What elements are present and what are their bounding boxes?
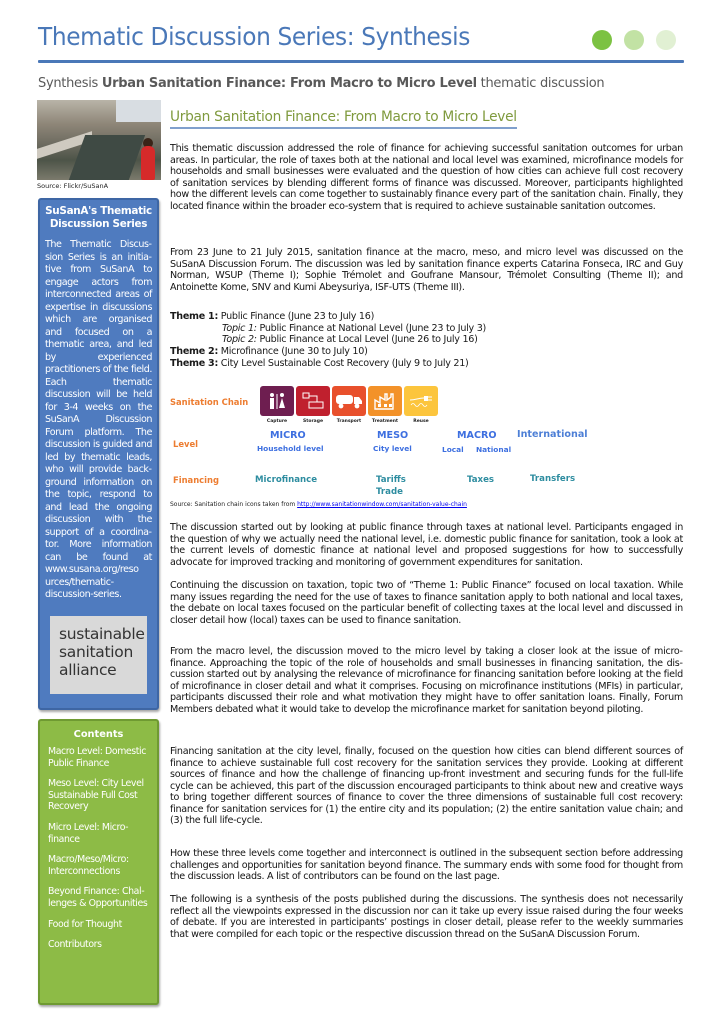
level-micro-sub: Household level [257,444,324,453]
financing-microfinance: Microfinance [255,475,318,485]
topic-text: Public Finance at Local Level (June 26 to July 16) [256,334,478,346]
subtitle-prefix: Synthesis [38,76,102,91]
pale-green-dot-icon [656,30,676,50]
financing-trade: Trade [376,487,403,497]
subtitle-topic: Urban Sanitation Finance: From Macro to Micro Level [101,76,477,91]
info-box-title: SuSanA's Thematic Discussion Series [45,205,152,230]
caption-treatment: Treatment [371,419,399,424]
toc-item-macro-level[interactable]: Macro Level: Domestic Public Finance [48,746,147,769]
toc-item-interconnections[interactable]: Macro/Meso/Micro: Interconnections [48,854,129,877]
financing-transfers: Transfers [530,474,576,484]
theme-text: Microfinance (June 30 to July 10) [218,346,368,358]
theme-label: Theme 3: [170,357,218,369]
topic-label: Topic 1: [222,322,257,334]
label-level: Level [173,439,199,449]
plug-icon [404,386,438,416]
caption-reuse: Reuse [413,419,429,424]
theme-label: Theme 1: [170,311,218,322]
label-sanitation-chain: Sanitation Chain [170,397,249,407]
intro-paragraph: This thematic discussion addressed the role of finance for achieving successful sanitation outcomes for urban areas. In particular, the role of taxes both at the national and local level was examined, microfinance models for households and small businesses were evaluated and the question of how cities can achieve full cost recovery of sanitation services by blending different forms of finance was discussed. Moreover, participants highlighted how the different levels can come together to sustainably finance every part of the sanitation chain. Finally, they located finance within the broader eco-system that is required to achieve sustainable sanitation outcomes. [170,143,683,212]
label-financing: Financing [173,475,219,485]
paragraph-local-taxes: Continuing the discussion on taxation, topic two of “Theme 1: Public Finance” focused on local taxation. While many issues regarding the need for the use of taxes to finance sanitation apply to both national and local taxes, the debate on local taxes focused on the particular benefit of collecting taxes at the local level and discussed in closer detail how (local) taxes can be used to finance sanitation. [170,580,683,626]
source-link[interactable]: http://www.sanitationwindow.com/sanitation-value-chain [297,501,467,508]
theme-3-row [170,358,486,370]
section-heading-underline [170,127,517,129]
period-paragraph: From 23 June to 21 July 2015, sanitation finance at the macro, meso, and micro level was discussed on the SuSanA Discussion Forum. The discussion was led by sanitation finance experts Catarina Fonseca, IRC and Guy Norman, WSUP (Theme I); Sophie Trémolet and Goufrane Mansour, Trémolet Consulting (Theme II); and Antoinette Kome, SNV and Kumi Abeysuriya, ISF-UTS (Theme III). [170,247,683,293]
financing-taxes: Taxes [467,475,495,485]
sanitation-canal-photo [37,100,161,180]
document-title: Thematic Discussion Series: Synthesis [38,22,470,51]
section-heading: Urban Sanitation Finance: From Macro to Micro Level [170,108,517,125]
level-macro-local: Local [442,445,464,454]
level-meso: MESO [377,430,409,441]
level-macro: MACRO [457,430,497,441]
toilet-icon [260,386,294,416]
source-prefix: Source: Sanitation chain icons taken from [170,501,298,508]
theme-text: Public Finance (June 23 to July 16) [218,311,375,322]
contents-title: Contents [73,729,124,740]
level-meso-sub: City level [373,444,412,453]
topic-label: Topic 2: [222,334,257,346]
photo-caption: Source: Flickr/SuSanA [37,182,109,190]
theme-label: Theme 2: [170,346,218,358]
level-micro: MICRO [270,430,306,441]
theme-schedule [170,311,486,370]
green-dot-icon [592,30,612,50]
document-subtitle [38,76,604,91]
decorative-dots [592,30,676,50]
toc-item-micro-level[interactable]: Micro Level: Microfinance [48,821,129,845]
diagram-source [170,501,467,508]
topic-2-row [170,334,486,346]
theme-text: City Level Sustainable Cost Recovery (July 9 to July 21) [218,357,469,369]
truck-icon [332,386,366,416]
paragraph-synthesis-note: The following is a synthesis of the posts published during the discussions. The synthesis does not necessarily reflect all the viewpoints expressed in the discussion nor can it take up every issue raised during the four weeks of debate. If you are interested in participants’ postings in closer detail, please refer to the weekly summaries that were compiled for each topic or the respective discussion thread on the SuSanA Discussion Forum. [170,894,683,940]
topic-text: Public Finance at National Level (June 23 to July 3) [256,322,487,334]
logo-line-1: sustainable [59,625,145,643]
logo-line-3: alliance [59,661,117,679]
contents-box [38,719,159,1005]
caption-storage: Storage [302,419,323,424]
sanitation-chain-diagram [170,386,670,514]
toc-item-contributors[interactable]: Contributors [48,939,102,951]
series-info-box [38,198,159,710]
paragraph-city-level: Financing sanitation at the city level, finally, focused on the question how cities can blend different sources of finance to achieve sustainable full cost recovery for the sanitation services they provide. Looking at different sources of finance and how the challenge of financing up-front investment and securing funds for the full-life cycle can be achieved, this part of the discussion encouraged participants to think about new and creative ways to bring together different sources of finance to cover the three dimensions of sustainable full cost recovery: finance for sanitation services for (1) the entire city and its population; (2) the entire sanitation value chain; and (3) the full life-cycle. [170,746,683,827]
paragraph-interconnections: How these three levels come together and interconnect is outlined in the subsequent section before addressing challenges and opportunities for sanitation beyond finance. The summary ends with some food for thought from the discussion leads. A list of contributors can be found on the last page. [170,848,683,883]
logo-line-2: sanitation [59,643,133,661]
level-international: International [517,429,588,440]
subtitle-suffix: thematic discussion [476,76,605,91]
paragraph-microfinance: From the macro level, the discussion moved to the micro level by taking a closer look at the issue of microfinance. Approaching the topic of the role of households and small businesses in financing sanitation, the discussion started out by analysing the relevance of microfinance for financing sanitation before looking at the field of microfinance in closer detail and what it comprises. Focusing on microfinance institutions (MFIs) in particular, participants discussed their role and what motivation they might have to offer sanitation loans. Finally, Forum Members debated what it would take to develop the microfinance market for sanitation beyond piloting. [170,646,683,715]
header-divider [38,60,684,63]
susana-logo [50,616,147,694]
caption-capture: Capture [266,419,288,424]
toc-item-beyond-finance[interactable]: Beyond Finance: Challenges & Opportunities [48,886,148,909]
financing-tariffs: Tariffs [376,475,406,485]
theme-2-row [170,346,486,358]
level-macro-national: National [476,445,512,454]
toc-item-meso-level[interactable]: Meso Level: City Level Sustainable Full Cost Recovery [48,778,144,813]
theme-1-row [170,311,486,323]
caption-transport: Transport [336,419,362,424]
paragraph-national-taxes: The discussion started out by looking at public finance through taxes at national level. Participants engaged in the question of why we actually need the national level, i.e. domestic public finance for sanitation, took a look at the current levels of domestic finance at national level and proposed suggestions for how to successfully advocate for improved tracking and monitoring of government expenditures for sanitation. [170,522,683,568]
storage-tank-icon [296,386,330,416]
light-green-dot-icon [624,30,644,50]
topic-1-row [170,323,486,335]
info-box-text: The Thematic Discussion Series is an initiative from SuSanA to engage actors from interconnected areas of expertise in discussions which are organised and focused on a thematic area, and led by experienced practitioners of the field. Each thematic discussion will be held for 3-4 weeks on the SuSanA Discussion Forum platform. The discussion is guided and led by thematic leads, who will provide background information on the topic, respond to and lead the ongoing discussion with the support of a coordinator. More information can be found at www.susana.org/reso urces/thematic-discussion-series. [45,239,152,600]
toc-item-food-for-thought[interactable]: Food for Thought [48,918,122,930]
factory-icon [368,386,402,416]
